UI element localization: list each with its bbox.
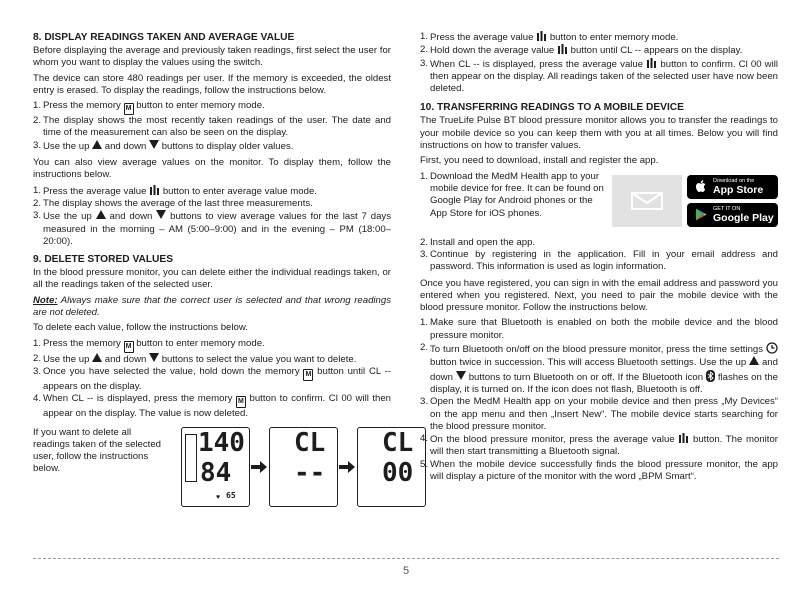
step-number: 3. (420, 396, 429, 408)
step-text: button to confirm. Cl 00 will then appear on the display. All readings taken of the selected user have now been deleted. (430, 58, 778, 95)
step-text: Press the average value (43, 185, 147, 197)
up-arrow-icon (92, 140, 102, 149)
step-number: 4. (33, 393, 42, 405)
step-text: Open the MedM Health app on your mobile device and then press „My Devices“ on the app menu and then „Insert New“. The mobile device starts searching for the blood pressure monitor. (430, 396, 778, 432)
list-item (33, 140, 391, 153)
step-text: buttons to display older values. (161, 140, 294, 152)
up-arrow-icon (749, 356, 759, 365)
step-number: 3. (420, 248, 429, 260)
average-button-icon (149, 185, 160, 196)
lcd-pulse-value: 65 (226, 490, 236, 500)
section-10-steps-2 (420, 317, 778, 483)
section-10-title: 10. TRANSFERRING READINGS TO A MOBILE DEVICE (420, 102, 684, 114)
section-9-title: 9. DELETE STORED VALUES (33, 254, 174, 266)
step-text: Use the up (43, 140, 90, 152)
google-play-caption: GET IT ON (713, 205, 741, 212)
section-9-para-2: To delete each value, follow the instructions below. (33, 322, 248, 334)
list-item (420, 237, 778, 249)
down-arrow-icon (156, 210, 166, 219)
step-text: Download the MedM Health app to your mobile device for free. It can be found on Google Play for Android phones or the App Store for iOS phones. (430, 170, 604, 219)
step-text: button. The monitor will then start transmitting a Bluetooth signal. (430, 434, 778, 458)
step-text: Press the memory (43, 337, 121, 349)
list-item (33, 198, 391, 210)
list-item (420, 396, 778, 433)
left-column (33, 31, 414, 507)
list-item (420, 44, 778, 57)
step-number: 5. (420, 458, 429, 470)
step-text: buttons to turn Bluetooth on or off. If the Bluetooth icon (468, 371, 704, 383)
down-arrow-icon (149, 140, 159, 149)
lcd-systolic-value: 140 (198, 427, 245, 458)
list-item (33, 353, 391, 366)
section-9-para-1: In the blood pressure monitor, you can delete either the individual readings taken, or all the readings taken of the selected user. (33, 267, 391, 291)
step-number: 1. (420, 317, 429, 329)
step-text: Press the memory (43, 100, 121, 112)
lcd-bar-graph (185, 434, 197, 482)
section-8-para-2: The device can store 480 readings per user. If the memory is exceeded, the oldest entry is erased. To display the readings, follow the instructions below. (33, 72, 391, 96)
list-item (33, 115, 391, 140)
step-text: On the blood pressure monitor, press the average value (430, 434, 675, 446)
step-text: button twice in succession. This will access Bluetooth settings. Use the up (430, 357, 747, 369)
section-8-title: 8. DISPLAY READINGS TAKEN AND AVERAGE VALUE (33, 32, 295, 43)
lcd-screen-clear (269, 427, 338, 507)
list-item (420, 171, 610, 220)
list-item (420, 342, 778, 396)
step-text: Make sure that Bluetooth is enabled on both the mobile device and the blood pressure monitor. (430, 317, 778, 341)
list-item (420, 459, 778, 484)
step-number: 3. (420, 57, 429, 69)
memory-button-icon: M (236, 396, 246, 408)
step-number: 1. (33, 337, 42, 349)
average-button-icon (536, 31, 547, 42)
app-store-badge[interactable] (687, 175, 778, 199)
step-text: flashes on the display, it is turned on. If the icon does not flash, Bluetooth is off. (430, 371, 778, 395)
section-10-step-1 (420, 171, 610, 220)
section-9-note (33, 295, 391, 320)
step-number: 4. (420, 433, 429, 445)
section-10-para-3: Once you have registered, you can sign in with the email address and password you entered when you registered. Next, you need to pair the mobile device with the blood pressure monitor. Follow the instructions below. (420, 277, 778, 314)
list-item (420, 433, 778, 459)
heart-icon: ♥ (216, 493, 221, 501)
section-9-delete-all-steps (420, 31, 778, 95)
lcd-clear-code: CL (382, 427, 414, 458)
step-text: button until CL -- appears on the display. (43, 365, 391, 392)
step-number: 3. (33, 210, 42, 222)
section-10-steps-1 (420, 237, 778, 274)
step-text: Use the up (43, 353, 90, 365)
step-number: 1. (33, 100, 42, 112)
step-text: buttons to select the value you want to delete. (161, 353, 357, 365)
step-text: button until CL -- appears on the display. (570, 45, 743, 57)
step-text: When the mobile device successfully finds the blood pressure monitor, the app will display a picture of the monitor with the word „BPM Smart“. (430, 458, 778, 483)
step-text: button to enter memory mode. (136, 337, 265, 349)
step-text: Continue by registering in the application. Fill in your email address and password. This information is used as login information. (430, 248, 778, 273)
average-button-icon (557, 44, 568, 55)
step-number: 1. (33, 184, 42, 196)
list-item (420, 249, 778, 274)
step-number: 3. (33, 139, 42, 151)
section-10-para-1: The TrueLife Pulse BT blood pressure monitor allows you to transfer the readings to your mobile device so you can keep them with you at all times. Below you will find instructions on how to transfer values. (420, 115, 778, 152)
list-item (33, 366, 391, 393)
step-text: When CL -- is displayed, press the memory (43, 393, 233, 405)
step-text: and down (109, 211, 153, 223)
up-arrow-icon (96, 210, 106, 219)
step-text: To turn Bluetooth on/off on the blood pressure monitor, press the time settings (430, 344, 764, 356)
bluetooth-icon (706, 370, 715, 382)
section-8-steps-1 (33, 100, 391, 153)
step-text: and down (430, 357, 778, 383)
average-button-icon (678, 433, 689, 444)
apple-icon (695, 180, 707, 193)
step-number: 2. (33, 197, 42, 209)
section-8-steps-2 (33, 185, 391, 248)
step-number: 2. (420, 342, 429, 354)
step-number: 2. (33, 115, 42, 127)
up-arrow-icon (92, 353, 102, 362)
step-text: Use the up (43, 211, 92, 223)
step-text: The display shows the most recently taken readings of the user. The date and time of the measurement can also be seen on the display. (43, 115, 391, 139)
step-text: button to confirm. Cl 00 will then appear on the display. The value is now deleted. (43, 393, 392, 420)
google-play-icon (695, 208, 707, 221)
lcd-cleared-value: 00 (382, 457, 414, 488)
section-9-steps (33, 338, 391, 421)
google-play-badge[interactable] (687, 203, 778, 227)
lcd-screen-cleared (357, 427, 429, 507)
step-text: and down (104, 140, 147, 152)
list-item (33, 338, 391, 353)
page-number: 5 (402, 565, 410, 577)
footer-divider (33, 558, 779, 559)
step-number: 2. (420, 236, 429, 248)
list-item (33, 185, 391, 198)
lcd-screen-reading (181, 427, 250, 507)
step-text: Install and open the app. (430, 236, 536, 248)
step-text: When CL -- is displayed, press the average value (430, 58, 644, 70)
medm-app-icon (612, 175, 682, 227)
step-text: button to enter average value mode. (162, 185, 317, 197)
down-arrow-icon (456, 371, 466, 380)
section-9-para-3: If you want to delete all readings taken of the selected user, follow the instructions below. (33, 426, 162, 475)
list-item (420, 317, 778, 342)
step-number: 1. (420, 31, 429, 42)
list-item (33, 210, 391, 248)
step-text: Hold down the average value (430, 45, 555, 57)
medm-logo-icon (612, 175, 682, 227)
step-text: The display shows the average of the last three measurements. (43, 197, 313, 209)
lcd-clear-code: CL (294, 427, 326, 458)
step-number: 2. (420, 44, 429, 56)
note-label: Note: (33, 294, 58, 306)
step-number: 2. (33, 352, 42, 364)
step-text: button to enter memory mode. (136, 100, 265, 112)
right-arrow-icon (339, 461, 355, 473)
memory-button-icon: M (303, 369, 313, 381)
list-item (33, 100, 391, 115)
step-text: and down (104, 353, 147, 365)
step-text: button to enter memory mode. (549, 32, 679, 43)
note-text: Always make sure that the correct user is selected and that wrong readings are not deleted. (33, 294, 391, 319)
list-item (420, 31, 778, 44)
memory-button-icon: M (124, 103, 134, 115)
lcd-diastolic-value: 84 (200, 457, 232, 488)
step-text: Press the average value (430, 32, 534, 43)
memory-button-icon: M (124, 341, 134, 353)
app-store-label: App Store (713, 183, 764, 196)
right-column (420, 31, 778, 487)
lcd-clear-dashes: -- (294, 457, 326, 488)
right-arrow-icon (251, 461, 267, 473)
list-item (420, 58, 778, 96)
section-8-para-3: You can also view average values on the monitor. To display them, follow the instructions below. (33, 157, 391, 181)
down-arrow-icon (149, 353, 159, 362)
app-store-caption: Download on the (713, 177, 755, 184)
step-number: 1. (420, 170, 429, 182)
step-text: buttons to view average values for the last 7 days measured in the morning – AM (5:00–9:00) and in the evening – PM (18:00–20:00). (43, 211, 392, 247)
clock-icon (766, 342, 778, 354)
section-8-para-1: Before displaying the average and previously taken readings, first select the user for whom you want to display the values using the switch. (33, 45, 391, 69)
step-number: 3. (33, 365, 42, 377)
list-item (33, 393, 391, 420)
google-play-label: Google Play (713, 211, 774, 224)
section-10-para-2: First, you need to download, install and register the app. (420, 155, 659, 167)
average-button-icon (646, 58, 657, 69)
delete-all-block (33, 426, 414, 507)
step-text: Once you have selected the value, hold down the memory (43, 365, 300, 377)
